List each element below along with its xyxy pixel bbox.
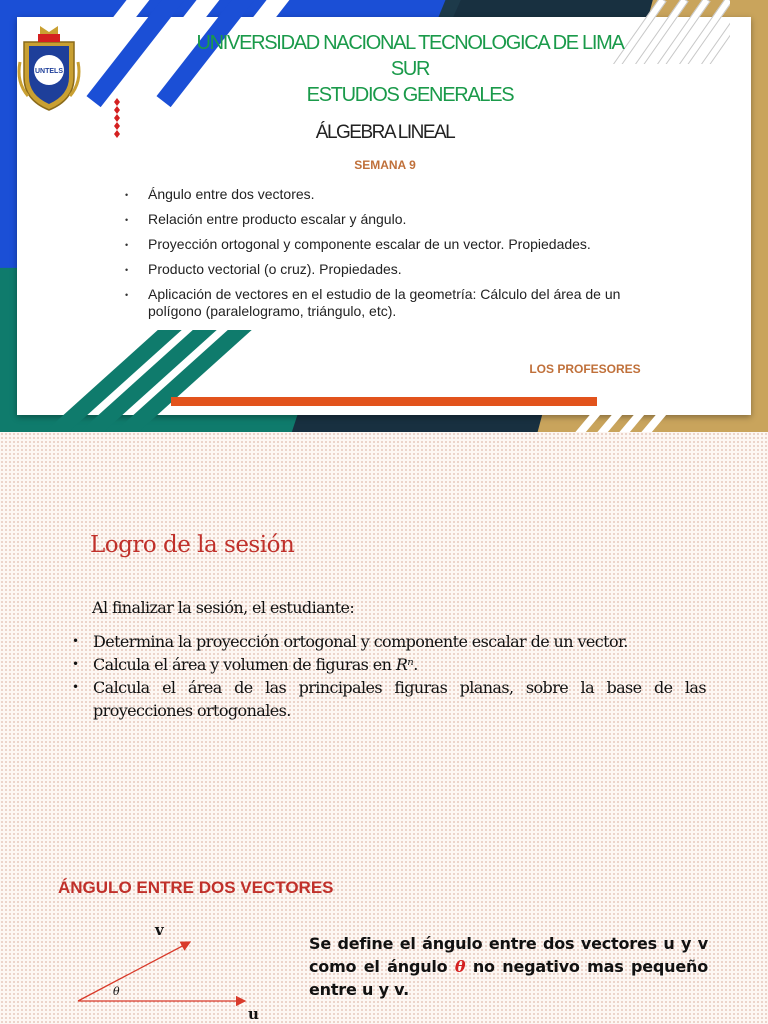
week-label: SEMANA 9 (354, 158, 416, 172)
vector-angle-diagram (70, 922, 270, 1024)
department-name: ESTUDIOS GENERALES (306, 84, 514, 106)
university-title (190, 30, 630, 108)
achievement-suffix: . (413, 655, 418, 674)
title-slide (0, 0, 768, 432)
list-item: • Producto vectorial (o cruz). Propiedades. (125, 261, 655, 278)
accent-bar (171, 397, 597, 406)
list-item: • Aplicación de vectores en el estudio de la geometría: Cálculo del área de un polígono (paralelogramo, triángulo, etc). (125, 286, 655, 320)
achievements-list (72, 630, 706, 722)
content-slide (0, 432, 768, 1024)
vector-v-arrow (78, 942, 190, 1001)
definition-part2: no negativo mas pequeño entre u y v. (309, 957, 708, 999)
topics-list (125, 186, 655, 328)
list-item: • Ángulo entre dos vectores. (125, 186, 655, 203)
list-item (72, 676, 706, 722)
label-theta: θ (113, 985, 120, 998)
list-item (72, 630, 706, 653)
intro-text: Al finalizar la sesión, el estudiante: (92, 598, 355, 617)
university-crest-logo (14, 22, 84, 112)
decorative-stripes-bottom-right (560, 408, 670, 432)
definition-text (309, 932, 708, 1001)
achievement-text: Determina la proyección ortogonal y componente escalar de un vector. (93, 632, 628, 651)
university-name: UNIVERSIDAD NACIONAL TECNOLOGICA DE LIMA SUR (196, 32, 624, 80)
achievement-text: Calcula el área de las principales figuras planas, sobre la base de las proyecciones ortogonales. (93, 678, 706, 720)
list-item: • Relación entre producto escalar y ángulo. (125, 211, 655, 228)
course-title: ÁLGEBRA LINEAL (315, 122, 455, 143)
label-u: u (248, 1005, 259, 1023)
achievement-text: Calcula el área y volumen de figuras en (93, 655, 396, 674)
list-item: • Proyección ortogonal y componente escalar de un vector. Propiedades. (125, 236, 655, 253)
decorative-stripes-bottom-left (0, 330, 280, 432)
section-heading-angulo: ÁNGULO ENTRE DOS VECTORES (58, 878, 334, 897)
list-item (72, 653, 706, 676)
label-v: v (155, 922, 164, 939)
theta-symbol: θ (454, 957, 466, 976)
svg-text:UNTELS: UNTELS (35, 68, 63, 75)
section-heading-logro: Logro de la sesión (90, 532, 295, 558)
decorative-diamonds (112, 98, 122, 138)
authors-label: LOS PROFESORES (529, 362, 641, 376)
definition-part1: Se define el ángulo entre dos vectores u y v como el ángulo (309, 934, 708, 976)
math-r-n: Rⁿ (395, 655, 414, 674)
